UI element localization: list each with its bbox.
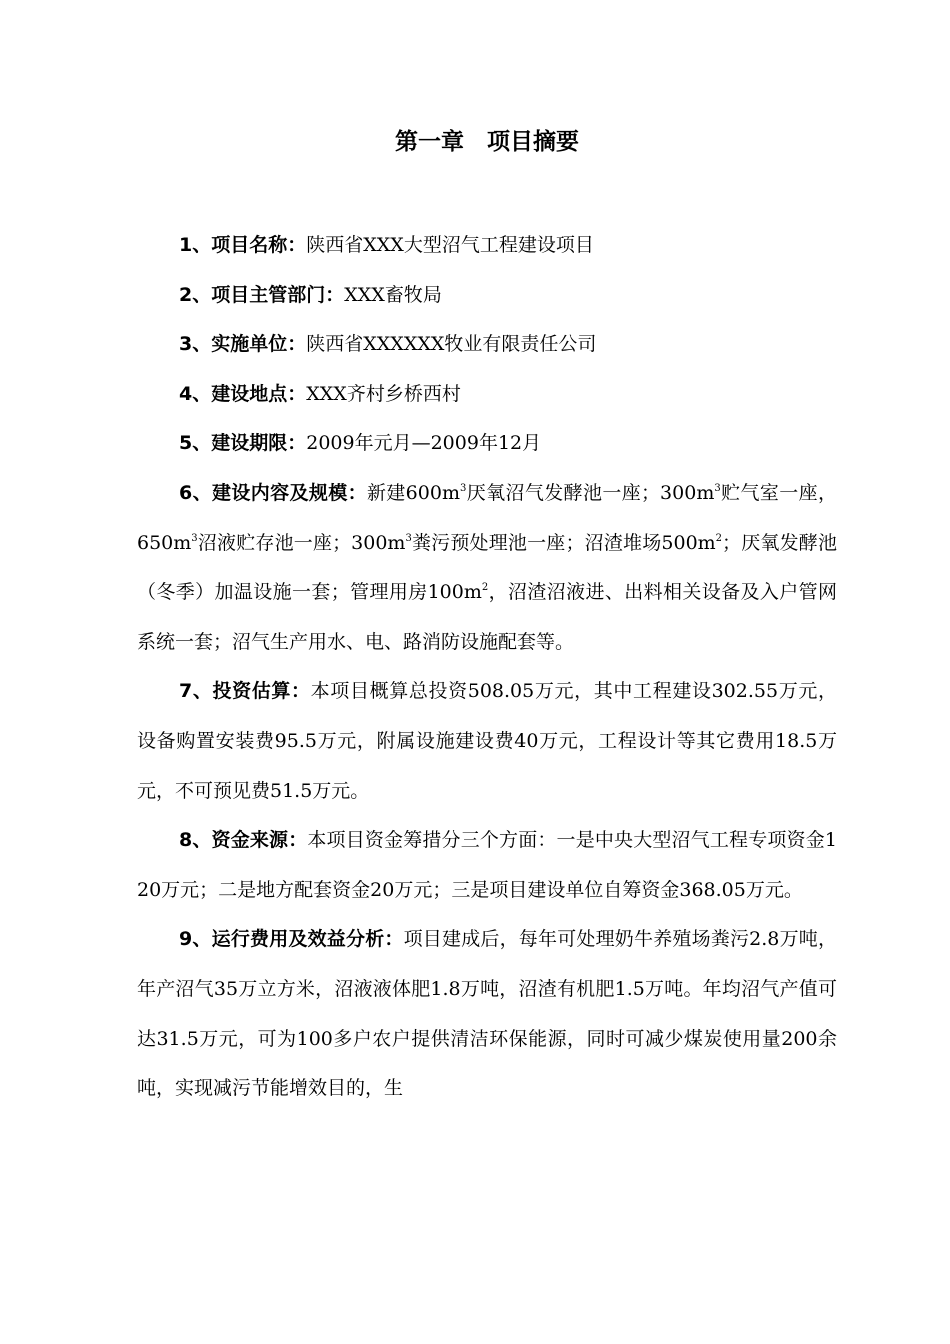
item-text: 陕西省XXX大型沼气工程建设项目 — [306, 234, 594, 256]
item-label: 1、项目名称： — [179, 234, 307, 256]
item-text: 沼液贮存池一座；300m — [197, 531, 406, 554]
item-investment — [137, 667, 837, 816]
item-text: 新建600m — [366, 481, 460, 504]
item-text: 项目建成后，每年可处理奶牛养殖场粪污2.8万吨，年产沼气35万立方米，沼液液体肥1.8万吨，沼渣有机肥1.5万吨。年均沼气产值可达31.5万元，可为100多户农户提供清洁环保能源，同时可减少煤炭使用量200余吨，实现减污节能增效目的，生 — [137, 928, 837, 1100]
item-label: 8、资金来源： — [179, 829, 308, 852]
item-scope — [137, 469, 837, 667]
item-implementing-unit — [137, 320, 837, 370]
item-text: 粪污预处理池一座；沼渣堆场500m — [411, 531, 716, 554]
item-text: 2009年元月—2009年12月 — [306, 432, 542, 455]
document-body — [137, 221, 837, 1114]
item-label: 5、建设期限： — [179, 432, 307, 455]
item-location — [137, 370, 837, 420]
item-text: ，沼渣沼液进、出料相关设备及入户管网系统一套；沼气生产用水、电、路消防设施配套等。 — [137, 581, 837, 653]
item-text: 贮气室一座，650m — [137, 481, 837, 554]
item-text: 本项目概算总投资508.05万元，其中工程建设302.55万元，设备购置安装费95.5万元，附属设施建设费40万元，工程设计等其它费用18.5万元，不可预见费51.5万元。 — [137, 680, 837, 802]
item-label: 4、建设地点： — [179, 382, 307, 405]
item-label: 3、实施单位： — [179, 333, 307, 356]
item-label: 6、建设内容及规模： — [179, 481, 367, 504]
superscript: 2 — [481, 582, 489, 594]
item-text: XXX畜牧局 — [344, 283, 442, 306]
item-label: 9、运行费用及效益分析： — [179, 928, 404, 951]
superscript: 3 — [191, 532, 198, 544]
item-benefit-analysis — [137, 915, 837, 1113]
superscript: 3 — [459, 482, 467, 494]
item-funding — [137, 816, 837, 915]
item-supervising-dept — [137, 271, 837, 321]
item-text: ；厌氧发酵池（冬季）加温设施一套；管理用房100m — [137, 531, 837, 604]
superscript: 3 — [714, 482, 721, 494]
item-period — [137, 419, 837, 469]
superscript: 3 — [405, 532, 412, 544]
item-label: 7、投资估算： — [179, 680, 311, 703]
item-text: 陕西省XXXXXX牧业有限责任公司 — [306, 333, 597, 356]
chapter-title: 第一章 项目摘要 — [395, 129, 579, 155]
item-text: 本项目资金筹措分三个方面：一是中央大型沼气工程专项资金120万元；二是地方配套资金20万元；三是项目建设单位自筹资金368.05万元。 — [137, 829, 837, 901]
item-project-name — [137, 221, 837, 271]
superscript: 2 — [715, 532, 723, 544]
item-text: XXX齐村乡桥西村 — [306, 382, 461, 405]
item-text: 厌氧沼气发酵池一座；300m — [466, 481, 715, 504]
item-label: 2、项目主管部门： — [179, 283, 345, 306]
